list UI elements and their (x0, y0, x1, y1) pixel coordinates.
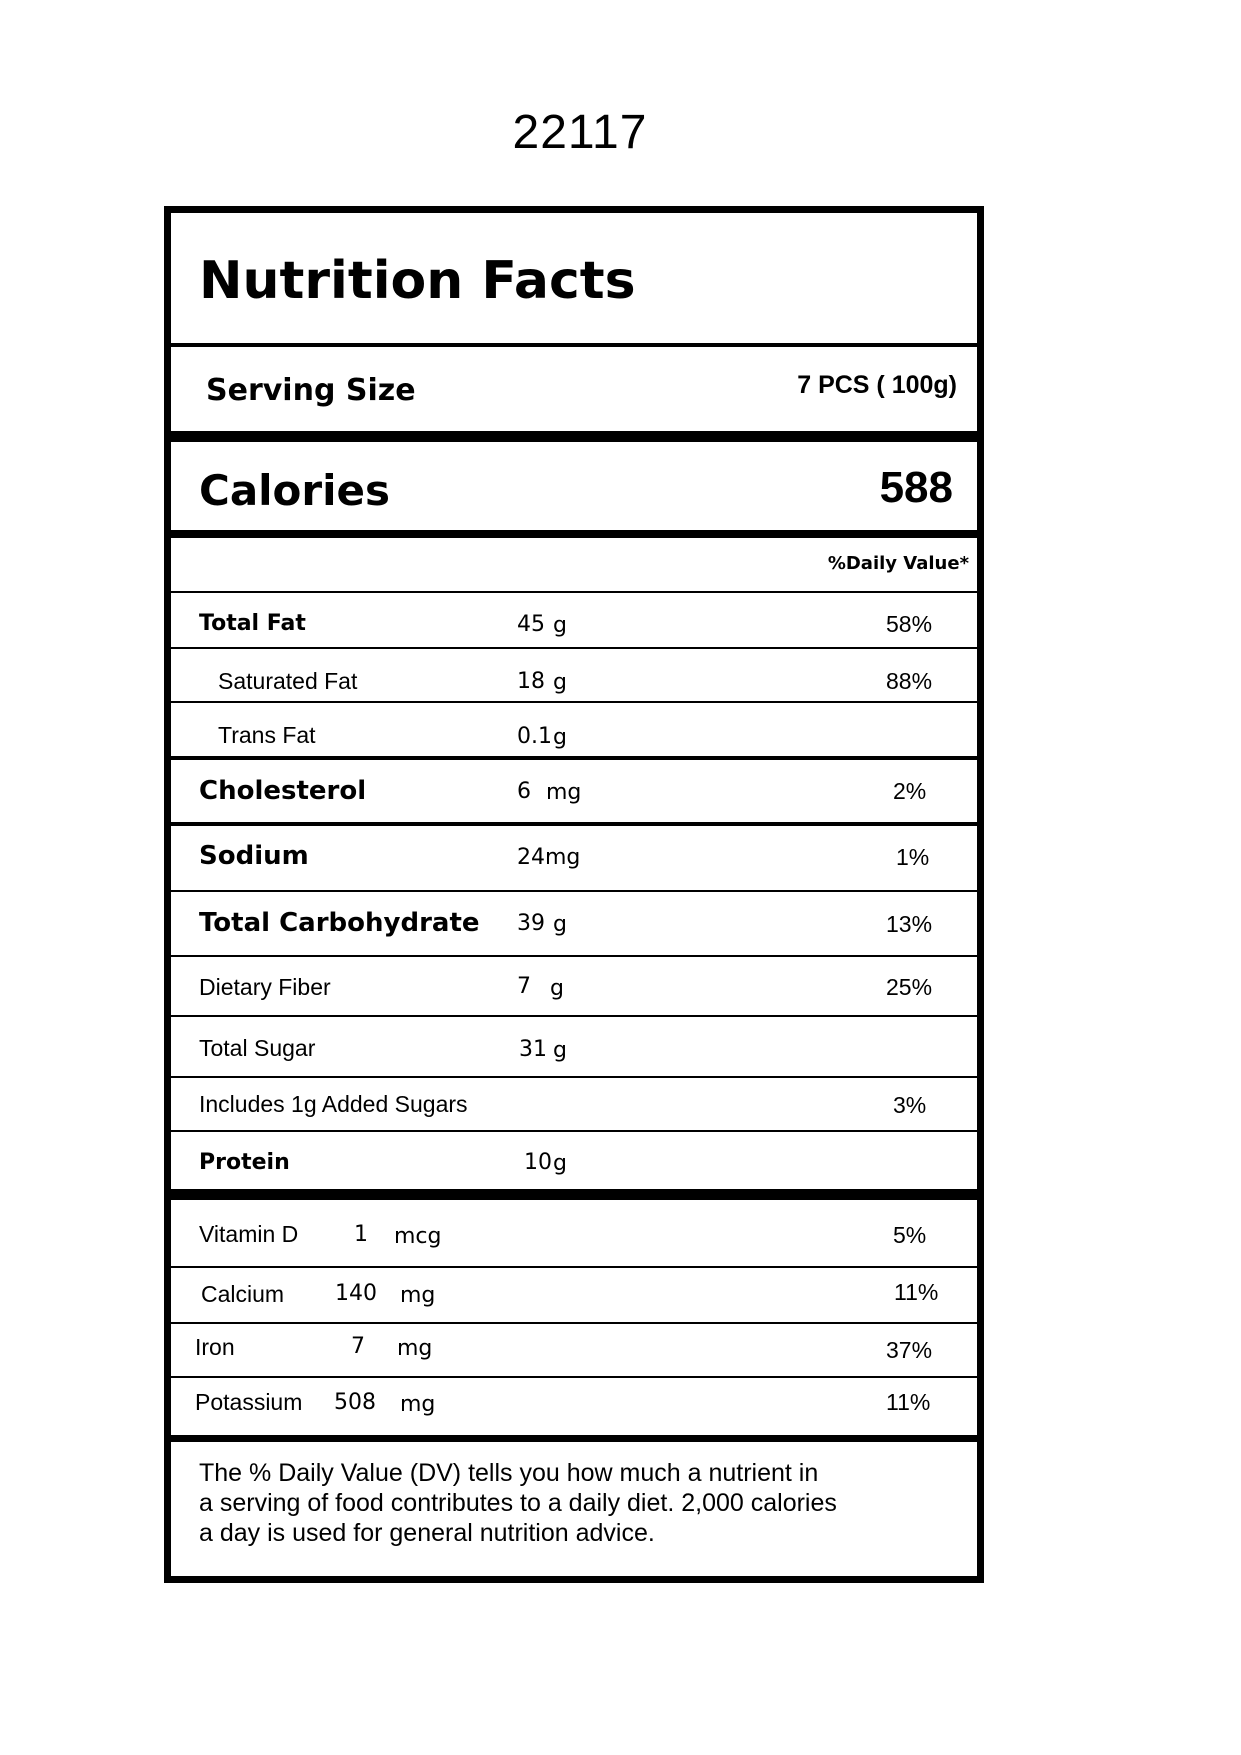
vitamin-name-calcium: Calcium (201, 1281, 285, 1307)
nutrient-amount: 18 (517, 669, 545, 694)
calories-label: Calories (199, 466, 391, 515)
nutrient-name-protein: Protein (199, 1150, 290, 1175)
nutrient-unit: g (553, 912, 567, 937)
divider-thick (171, 756, 977, 760)
nutrient-unit: mg (545, 845, 581, 870)
footnote-line: a day is used for general nutrition advice. (199, 1519, 655, 1547)
divider (171, 1322, 977, 1324)
vitamin-dv: 5% (893, 1222, 927, 1248)
serving-size-label: Serving Size (206, 373, 416, 408)
product-code: 22117 (512, 106, 648, 159)
divider (171, 1076, 977, 1078)
vitamin-dv: 37% (886, 1337, 933, 1363)
vitamin-dv: 11% (894, 1279, 939, 1305)
vitamin-unit: mg (400, 1283, 436, 1308)
nutrient-amount: 7 (517, 974, 531, 999)
nutrition-facts-label (164, 206, 984, 1583)
divider (171, 955, 977, 957)
nutrient-name-added-sugars: Includes 1g Added Sugars (199, 1091, 468, 1117)
nutrient-dv: 25% (886, 974, 933, 1000)
nutrient-name-dietary-fiber: Dietary Fiber (199, 974, 331, 1000)
divider-thick (171, 431, 977, 442)
nutrient-unit: mg (546, 780, 582, 805)
divider (171, 1266, 977, 1268)
nutrient-name-trans-fat: Trans Fat (218, 722, 316, 748)
nutrient-dv: 13% (886, 911, 933, 937)
nutrient-unit: g (553, 1038, 567, 1063)
divider (171, 1376, 977, 1378)
nutrient-amount: 6 (517, 779, 531, 804)
nutrient-unit: g (553, 1151, 567, 1176)
nutrient-name-sodium: Sodium (199, 841, 309, 871)
divider (171, 890, 977, 892)
nutrient-name-total-fat: Total Fat (199, 611, 306, 636)
nutrient-amount: 10 (524, 1150, 552, 1175)
nutrient-unit: g (553, 725, 567, 750)
vitamin-name-potassium: Potassium (195, 1389, 303, 1415)
vitamin-unit: mg (400, 1392, 436, 1417)
nutrient-amount: 24 (517, 845, 545, 870)
nutrient-unit: g (550, 976, 564, 1001)
divider (171, 701, 977, 703)
nutrient-dv: 3% (893, 1092, 927, 1118)
vitamin-amount: 1 (354, 1222, 368, 1247)
nutrient-dv: 2% (893, 778, 927, 804)
nutrient-name-total-carbohydrate: Total Carbohydrate (199, 908, 480, 938)
vitamin-amount: 508 (334, 1390, 376, 1415)
nutrient-amount: 45 (517, 612, 545, 637)
divider (171, 591, 977, 593)
divider (171, 647, 977, 649)
footnote-line: a serving of food contributes to a daily diet. 2,000 calories (199, 1489, 837, 1517)
nutrient-dv: 58% (886, 611, 933, 637)
nutrient-amount: 39 (517, 911, 545, 936)
nutrient-unit: g (553, 613, 567, 638)
nutrient-unit: g (553, 670, 567, 695)
vitamin-name-vitamin-d: Vitamin D (199, 1221, 299, 1247)
vitamin-unit: mg (397, 1336, 433, 1361)
daily-value-header: %Daily Value* (827, 553, 969, 574)
footnote-line: The % Daily Value (DV) tells you how much a nutrient in (199, 1459, 819, 1487)
nutrient-dv: 1% (896, 844, 930, 870)
nutrient-dv: 88% (886, 668, 933, 694)
vitamin-name-iron: Iron (195, 1334, 235, 1360)
divider-thick (171, 822, 977, 826)
vitamin-dv: 11% (886, 1389, 931, 1415)
divider (171, 1015, 977, 1017)
nutrient-name-total-sugar: Total Sugar (199, 1035, 316, 1061)
nutrient-amount: 0.1 (517, 724, 552, 749)
divider-thick (171, 530, 977, 538)
nutrient-name-cholesterol: Cholesterol (199, 776, 367, 806)
divider-thick (171, 1435, 977, 1442)
calories-value: 588 (879, 463, 953, 512)
divider (171, 1130, 977, 1132)
divider (171, 343, 977, 347)
vitamin-amount: 7 (351, 1334, 365, 1359)
vitamin-unit: mcg (394, 1224, 442, 1249)
divider-thick (171, 1189, 977, 1200)
nutrient-amount: 31 (519, 1037, 547, 1062)
label-title: Nutrition Facts (199, 251, 636, 311)
serving-size-value: 7 PCS ( 100g) (797, 371, 957, 399)
nutrient-name-saturated-fat: Saturated Fat (218, 668, 358, 694)
vitamin-amount: 140 (335, 1281, 377, 1306)
